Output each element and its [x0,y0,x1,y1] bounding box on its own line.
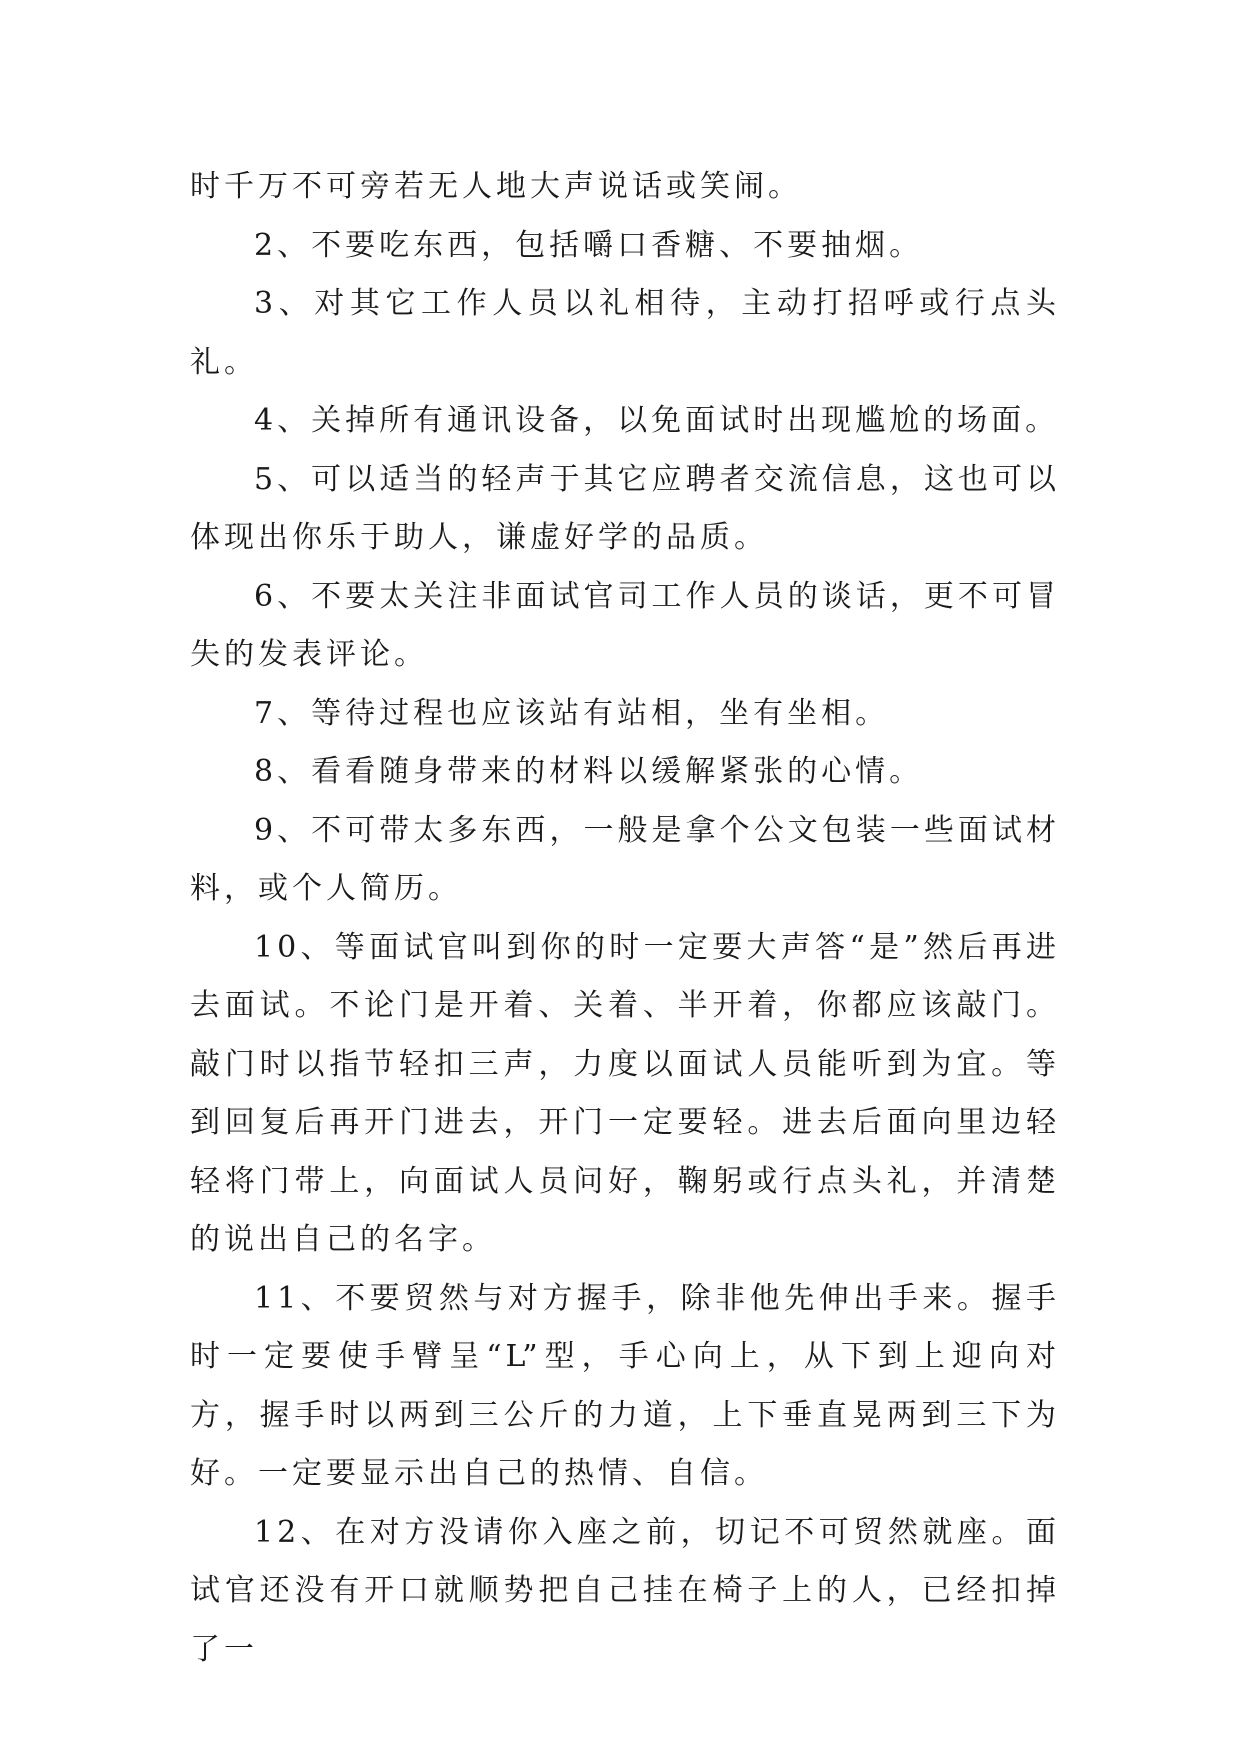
paragraph-item-4: 4、关掉所有通讯设备，以免面试时出现尴尬的场面。 [254,403,1060,438]
paragraph-item-11: 11、不要贸然与对方握手，除非他先伸出手来。握手时一定要使手臂呈“L”型，手心向上，从下到上迎向对方，握手时以两到三公斤的力道，上下垂直晃两到三下为好。一定要显示出自己的热情、自信。 [190,1280,1060,1491]
paragraph-item-9: 9、不可带太多东西，一般是拿个公文包装一些面试材料，或个人简历。 [190,812,1060,906]
paragraph-item-7: 7、等待过程也应该站有站相，坐有坐相。 [254,695,890,731]
paragraph-item-3: 3、对其它工作人员以礼相待，主动打招呼或行点头礼。 [190,286,1060,380]
paragraph-item-10: 10、等面试官叫到你的时一定要大声答“是”然后再进去面试。不论门是开着、关着、半开着，你都应该敲门。敲门时以指节轻扣三声，力度以面试人员能听到为宜。等到回复后再开门进去，开门一定要轻。进去后面向里边轻轻将门带上，向面试人员问好，鞠躬或行点头礼，并清楚的说出自己的名字。 [190,929,1060,1257]
paragraph-item-12: 12、在对方没请你入座之前，切记不可贸然就座。面试官还没有开口就顺势把自己挂在椅子上的人，已经扣掉了一 [190,1514,1060,1667]
paragraph-item-2: 2、不要吃东西，包括嚼口香糖、不要抽烟。 [254,227,924,263]
paragraph-item-8: 8、看看随身带来的材料以缓解紧张的心情。 [254,754,924,789]
paragraph-continuation: 时千万不可旁若无人地大声说话或笑闹。 [190,169,802,204]
document-body [190,158,1060,1679]
paragraph-item-6: 6、不要太关注非面试官司工作人员的谈话，更不可冒失的发表评论。 [190,578,1060,672]
paragraph-item-5: 5、可以适当的轻声于其它应聘者交流信息，这也可以体现出你乐于助人，谦虚好学的品质。 [190,461,1060,555]
